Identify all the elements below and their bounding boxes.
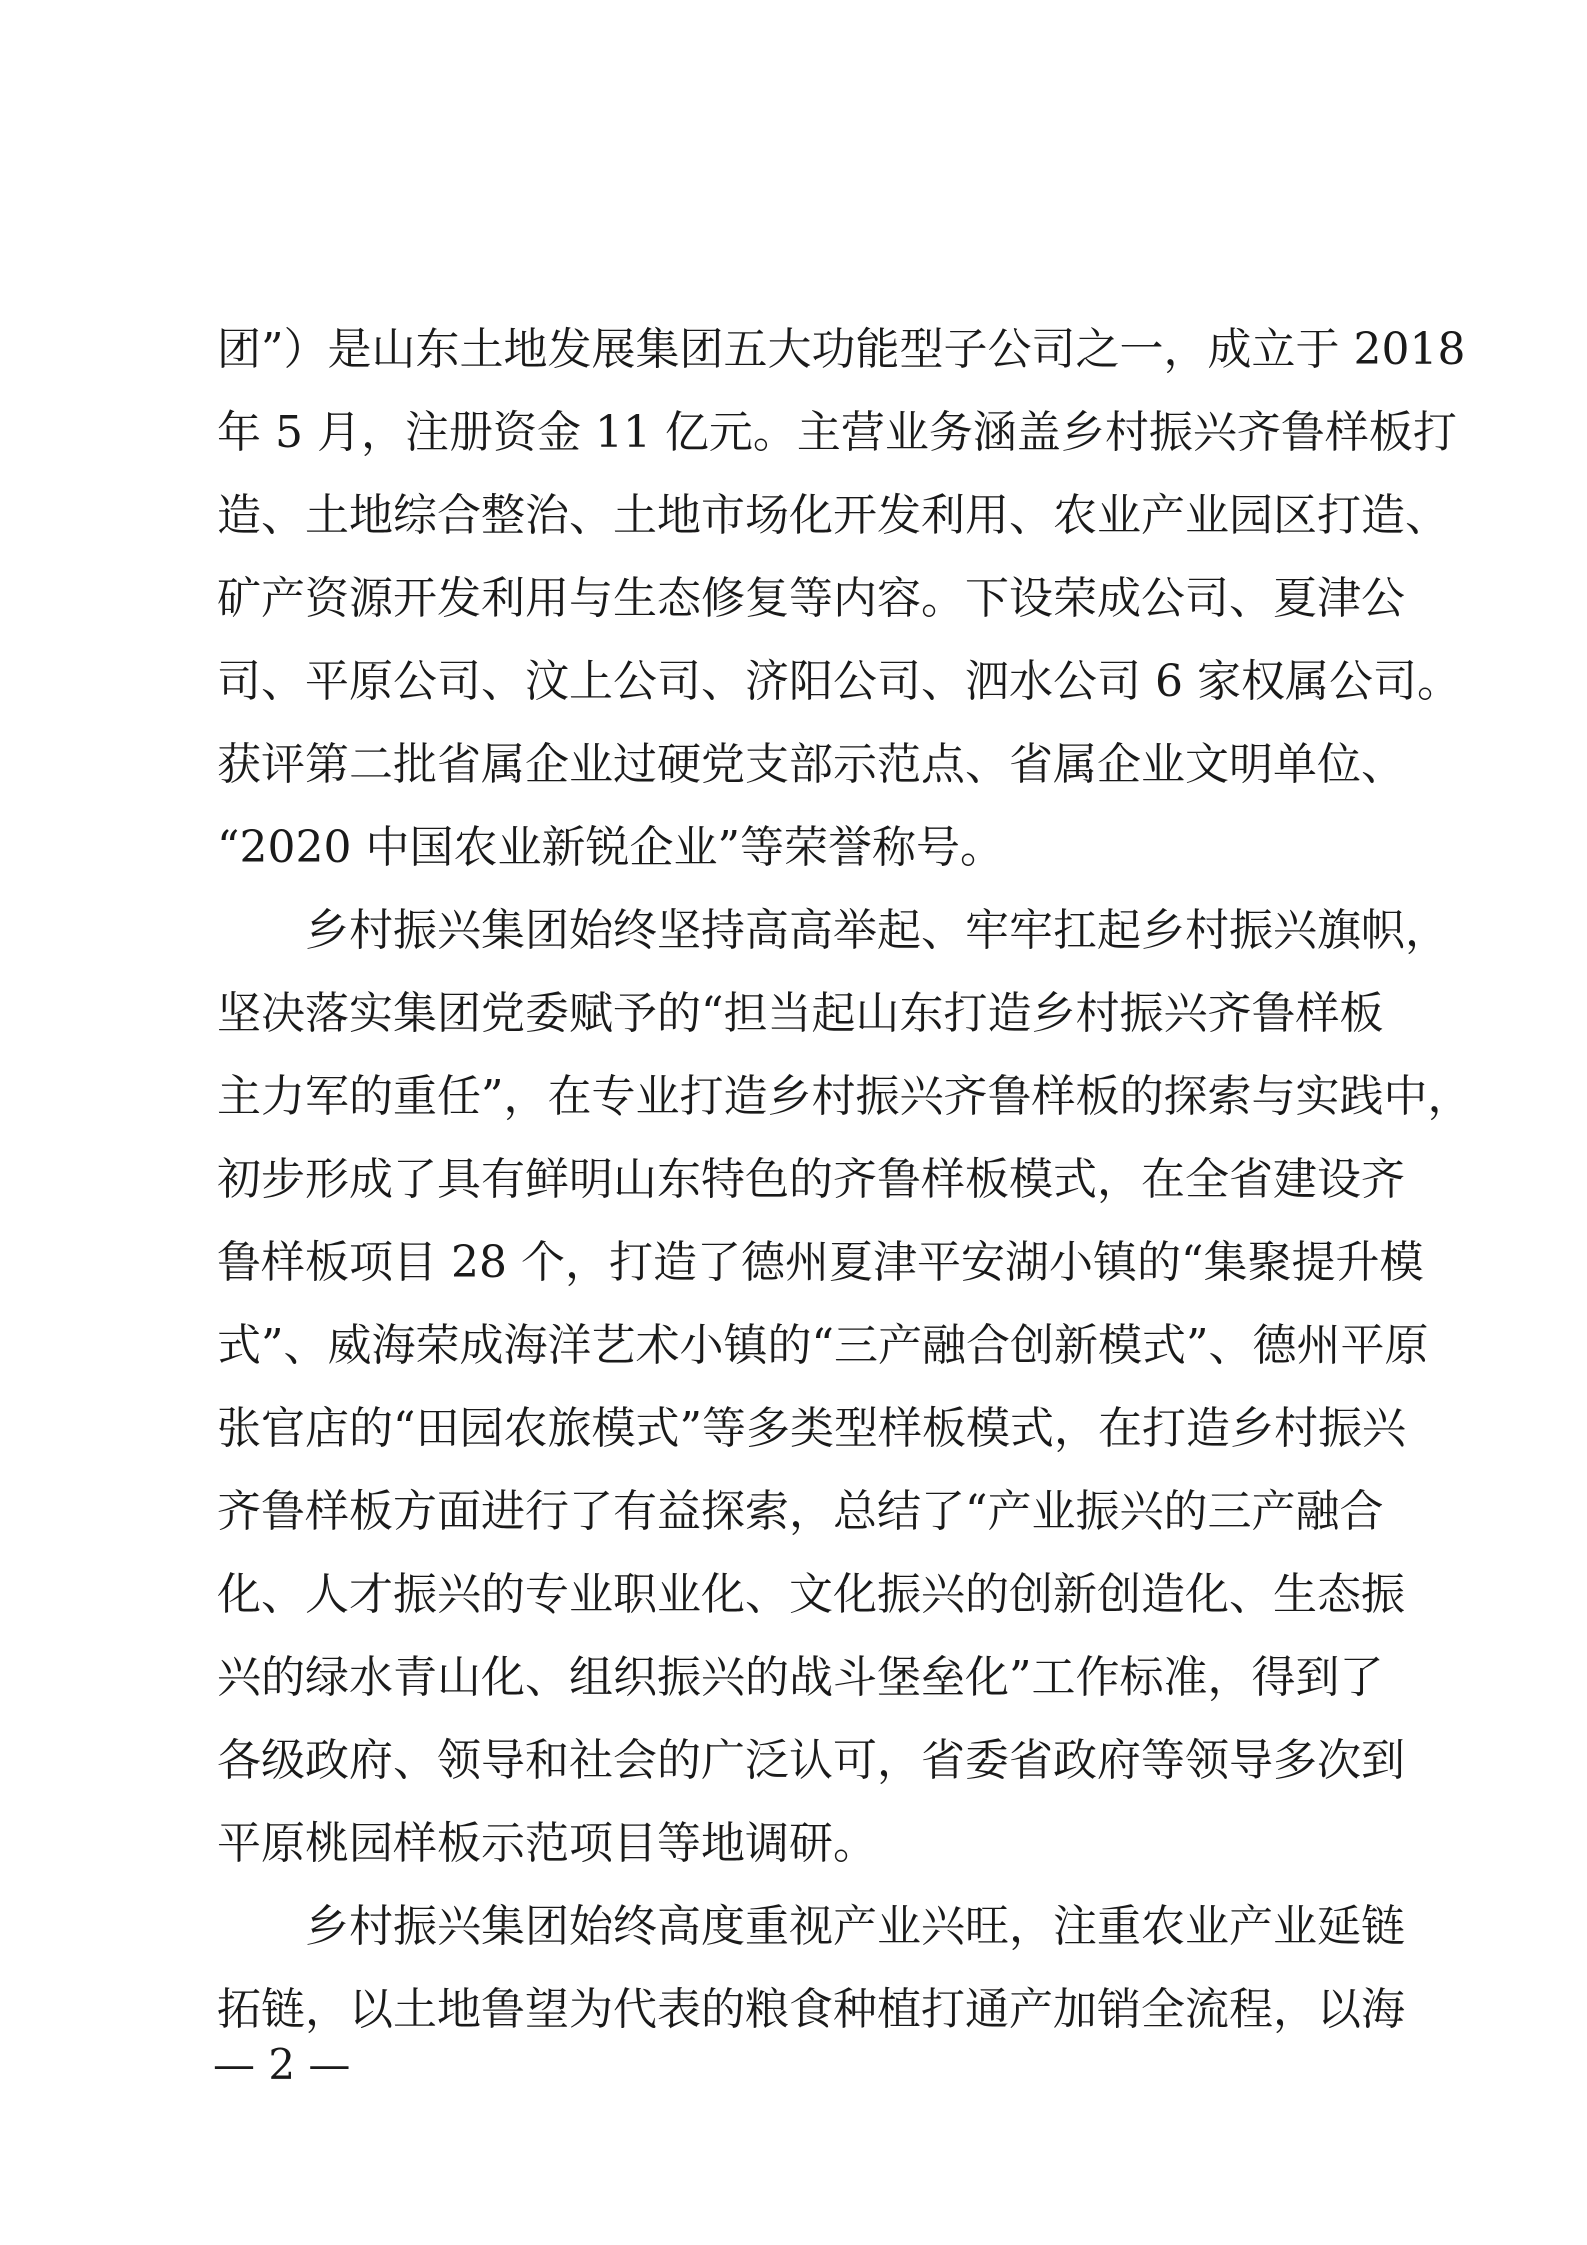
body-text: [217, 308, 1472, 2051]
text-line: 平原桃园样板示范项目等地调研。: [217, 1818, 877, 1869]
text-line: 张官店的“田园农旅模式”等多类型样板模式，在打造乡村振兴: [217, 1403, 1406, 1454]
text-line: 主力军的重任”，在专业打造乡村振兴齐鲁样板的探索与实践中，: [217, 1071, 1472, 1122]
text-line: 矿产资源开发利用与生态修复等内容。下设荣成公司、夏津公: [217, 573, 1405, 624]
text-line: 各级政府、领导和社会的广泛认可，省委省政府等领导多次到: [217, 1735, 1405, 1786]
paragraph-first-line: 乡村振兴集团始终坚持高高举起、牢牢扛起乡村振兴旗帜，: [305, 905, 1449, 956]
text-line: 获评第二批省属企业过硬党支部示范点、省属企业文明单位、: [217, 739, 1405, 790]
text-line: 造、土地综合整治、土地市场化开发利用、农业产业园区打造、: [217, 490, 1449, 541]
text-line: “2020 中国农业新锐企业”等荣誉称号。: [217, 822, 1004, 873]
paragraph-first-line: 乡村振兴集团始终高度重视产业兴旺，注重农业产业延链: [305, 1901, 1405, 1952]
text-line: 兴的绿水青山化、组织振兴的战斗堡垒化”工作标准，得到了: [217, 1652, 1384, 1703]
text-line: 鲁样板项目 28 个，打造了德州夏津平安湖小镇的“集聚提升模: [217, 1237, 1424, 1288]
text-line: 团”）是山东土地发展集团五大功能型子公司之一，成立于 2018: [217, 324, 1466, 375]
page-number: — 2 —: [213, 2040, 351, 2089]
text-line: 式”、威海荣成海洋艺术小镇的“三产融合创新模式”、德州平原: [217, 1320, 1429, 1371]
text-line: 化、人才振兴的专业职业化、文化振兴的创新创造化、生态振: [217, 1569, 1405, 1620]
text-line: 坚决落实集团党委赋予的“担当起山东打造乡村振兴齐鲁样板: [217, 988, 1384, 1039]
text-line: 拓链，以土地鲁望为代表的粮食种植打通产加销全流程，以海: [217, 1984, 1405, 2035]
text-line: 年 5 月，注册资金 11 亿元。主营业务涵盖乡村振兴齐鲁样板打: [217, 407, 1457, 458]
text-line: 司、平原公司、汶上公司、济阳公司、泗水公司 6 家权属公司。: [217, 656, 1461, 707]
text-line: 初步形成了具有鲜明山东特色的齐鲁样板模式，在全省建设齐: [217, 1154, 1405, 1205]
text-line: 齐鲁样板方面进行了有益探索，总结了“产业振兴的三产融合: [217, 1486, 1384, 1537]
